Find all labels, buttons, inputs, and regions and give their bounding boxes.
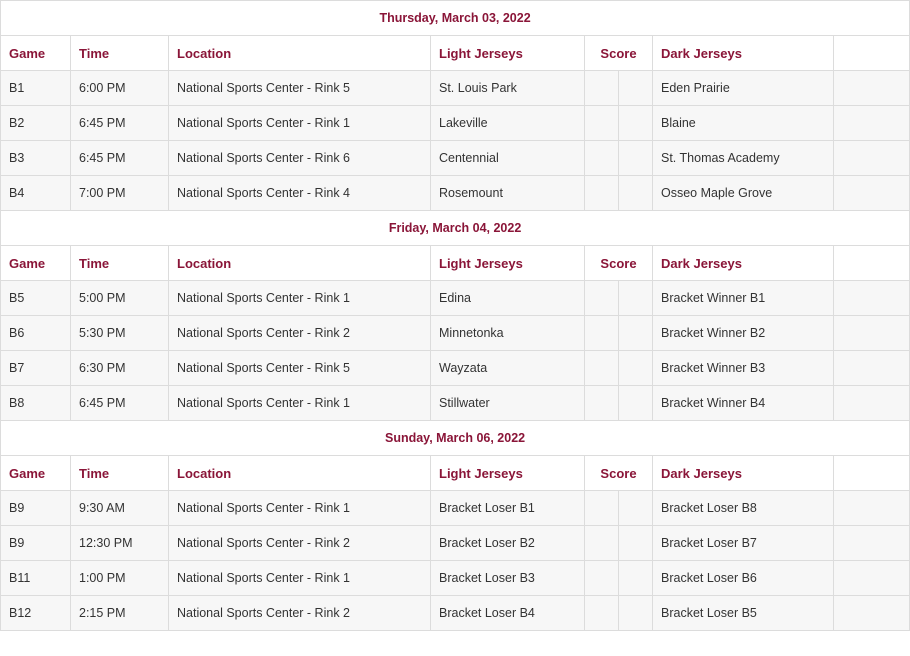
light-jersey-team-cell: Bracket Loser B1 (431, 491, 585, 526)
extra-cell (834, 281, 910, 316)
game-time-cell: 6:30 PM (71, 351, 169, 386)
header-blank (834, 36, 910, 71)
extra-cell (834, 71, 910, 106)
dark-jersey-team-cell: Bracket Winner B4 (653, 386, 834, 421)
dark-jersey-team-cell: Bracket Loser B5 (653, 596, 834, 631)
dark-jersey-team-cell: Eden Prairie (653, 71, 834, 106)
header-dark-jerseys: Dark Jerseys (653, 36, 834, 71)
location-cell: National Sports Center - Rink 1 (169, 281, 431, 316)
location-cell: National Sports Center - Rink 2 (169, 526, 431, 561)
game-time-cell: 5:30 PM (71, 316, 169, 351)
light-score-cell (585, 71, 619, 106)
light-jersey-team-cell: Minnetonka (431, 316, 585, 351)
dark-jersey-team-cell: Bracket Loser B7 (653, 526, 834, 561)
dark-jersey-team-cell: St. Thomas Academy (653, 141, 834, 176)
game-time-cell: 6:45 PM (71, 141, 169, 176)
game-id-cell: B6 (1, 316, 71, 351)
light-score-cell (585, 176, 619, 211)
day-date-heading: Thursday, March 03, 2022 (1, 1, 910, 36)
game-id-cell: B12 (1, 596, 71, 631)
header-score: Score (585, 456, 653, 491)
table-row (1, 316, 910, 351)
location-cell: National Sports Center - Rink 4 (169, 176, 431, 211)
dark-score-cell (619, 316, 653, 351)
day-header-row (1, 421, 910, 456)
game-time-cell: 5:00 PM (71, 281, 169, 316)
light-jersey-team-cell: Bracket Loser B4 (431, 596, 585, 631)
dark-score-cell (619, 176, 653, 211)
header-light-jerseys: Light Jerseys (431, 246, 585, 281)
game-id-cell: B4 (1, 176, 71, 211)
header-light-jerseys: Light Jerseys (431, 456, 585, 491)
table-row (1, 526, 910, 561)
table-row (1, 561, 910, 596)
extra-cell (834, 141, 910, 176)
header-score: Score (585, 246, 653, 281)
header-game: Game (1, 36, 71, 71)
extra-cell (834, 106, 910, 141)
day-header-row (1, 1, 910, 36)
dark-jersey-team-cell: Blaine (653, 106, 834, 141)
dark-score-cell (619, 71, 653, 106)
column-header-row (1, 246, 910, 281)
location-cell: National Sports Center - Rink 1 (169, 106, 431, 141)
game-id-cell: B9 (1, 491, 71, 526)
game-time-cell: 6:45 PM (71, 106, 169, 141)
location-cell: National Sports Center - Rink 6 (169, 141, 431, 176)
game-time-cell: 12:30 PM (71, 526, 169, 561)
light-score-cell (585, 596, 619, 631)
table-row (1, 491, 910, 526)
game-id-cell: B5 (1, 281, 71, 316)
header-location: Location (169, 246, 431, 281)
table-row (1, 71, 910, 106)
light-score-cell (585, 526, 619, 561)
game-id-cell: B8 (1, 386, 71, 421)
light-score-cell (585, 386, 619, 421)
game-id-cell: B11 (1, 561, 71, 596)
dark-score-cell (619, 141, 653, 176)
dark-jersey-team-cell: Bracket Winner B1 (653, 281, 834, 316)
table-row (1, 141, 910, 176)
light-score-cell (585, 491, 619, 526)
light-jersey-team-cell: Lakeville (431, 106, 585, 141)
table-row (1, 176, 910, 211)
light-jersey-team-cell: Edina (431, 281, 585, 316)
game-time-cell: 6:45 PM (71, 386, 169, 421)
header-time: Time (71, 246, 169, 281)
table-row (1, 106, 910, 141)
header-game: Game (1, 456, 71, 491)
dark-score-cell (619, 561, 653, 596)
day-header-row (1, 211, 910, 246)
extra-cell (834, 491, 910, 526)
day-date-heading: Friday, March 04, 2022 (1, 211, 910, 246)
location-cell: National Sports Center - Rink 5 (169, 71, 431, 106)
location-cell: National Sports Center - Rink 1 (169, 561, 431, 596)
location-cell: National Sports Center - Rink 1 (169, 491, 431, 526)
location-cell: National Sports Center - Rink 2 (169, 316, 431, 351)
column-header-row (1, 36, 910, 71)
light-jersey-team-cell: St. Louis Park (431, 71, 585, 106)
column-header-row (1, 456, 910, 491)
light-jersey-team-cell: Wayzata (431, 351, 585, 386)
game-time-cell: 2:15 PM (71, 596, 169, 631)
light-jersey-team-cell: Centennial (431, 141, 585, 176)
light-score-cell (585, 106, 619, 141)
light-jersey-team-cell: Rosemount (431, 176, 585, 211)
header-time: Time (71, 456, 169, 491)
dark-score-cell (619, 596, 653, 631)
header-score: Score (585, 36, 653, 71)
location-cell: National Sports Center - Rink 1 (169, 386, 431, 421)
dark-score-cell (619, 106, 653, 141)
dark-score-cell (619, 491, 653, 526)
dark-jersey-team-cell: Bracket Loser B8 (653, 491, 834, 526)
extra-cell (834, 386, 910, 421)
header-time: Time (71, 36, 169, 71)
extra-cell (834, 596, 910, 631)
dark-jersey-team-cell: Osseo Maple Grove (653, 176, 834, 211)
light-score-cell (585, 316, 619, 351)
schedule-body (1, 1, 910, 631)
game-id-cell: B7 (1, 351, 71, 386)
dark-score-cell (619, 281, 653, 316)
game-id-cell: B1 (1, 71, 71, 106)
header-game: Game (1, 246, 71, 281)
header-blank (834, 456, 910, 491)
dark-jersey-team-cell: Bracket Winner B2 (653, 316, 834, 351)
table-row (1, 281, 910, 316)
dark-jersey-team-cell: Bracket Loser B6 (653, 561, 834, 596)
table-row (1, 351, 910, 386)
dark-score-cell (619, 386, 653, 421)
header-dark-jerseys: Dark Jerseys (653, 456, 834, 491)
light-score-cell (585, 351, 619, 386)
header-blank (834, 246, 910, 281)
game-id-cell: B2 (1, 106, 71, 141)
dark-score-cell (619, 351, 653, 386)
light-jersey-team-cell: Stillwater (431, 386, 585, 421)
extra-cell (834, 316, 910, 351)
location-cell: National Sports Center - Rink 2 (169, 596, 431, 631)
header-light-jerseys: Light Jerseys (431, 36, 585, 71)
light-score-cell (585, 561, 619, 596)
dark-jersey-team-cell: Bracket Winner B3 (653, 351, 834, 386)
extra-cell (834, 176, 910, 211)
extra-cell (834, 351, 910, 386)
light-score-cell (585, 141, 619, 176)
extra-cell (834, 561, 910, 596)
extra-cell (834, 526, 910, 561)
game-id-cell: B3 (1, 141, 71, 176)
light-score-cell (585, 281, 619, 316)
day-date-heading: Sunday, March 06, 2022 (1, 421, 910, 456)
game-time-cell: 9:30 AM (71, 491, 169, 526)
table-row (1, 386, 910, 421)
table-row (1, 596, 910, 631)
game-time-cell: 6:00 PM (71, 71, 169, 106)
header-location: Location (169, 456, 431, 491)
light-jersey-team-cell: Bracket Loser B3 (431, 561, 585, 596)
dark-score-cell (619, 526, 653, 561)
light-jersey-team-cell: Bracket Loser B2 (431, 526, 585, 561)
location-cell: National Sports Center - Rink 5 (169, 351, 431, 386)
header-dark-jerseys: Dark Jerseys (653, 246, 834, 281)
game-time-cell: 1:00 PM (71, 561, 169, 596)
game-id-cell: B9 (1, 526, 71, 561)
header-location: Location (169, 36, 431, 71)
game-time-cell: 7:00 PM (71, 176, 169, 211)
